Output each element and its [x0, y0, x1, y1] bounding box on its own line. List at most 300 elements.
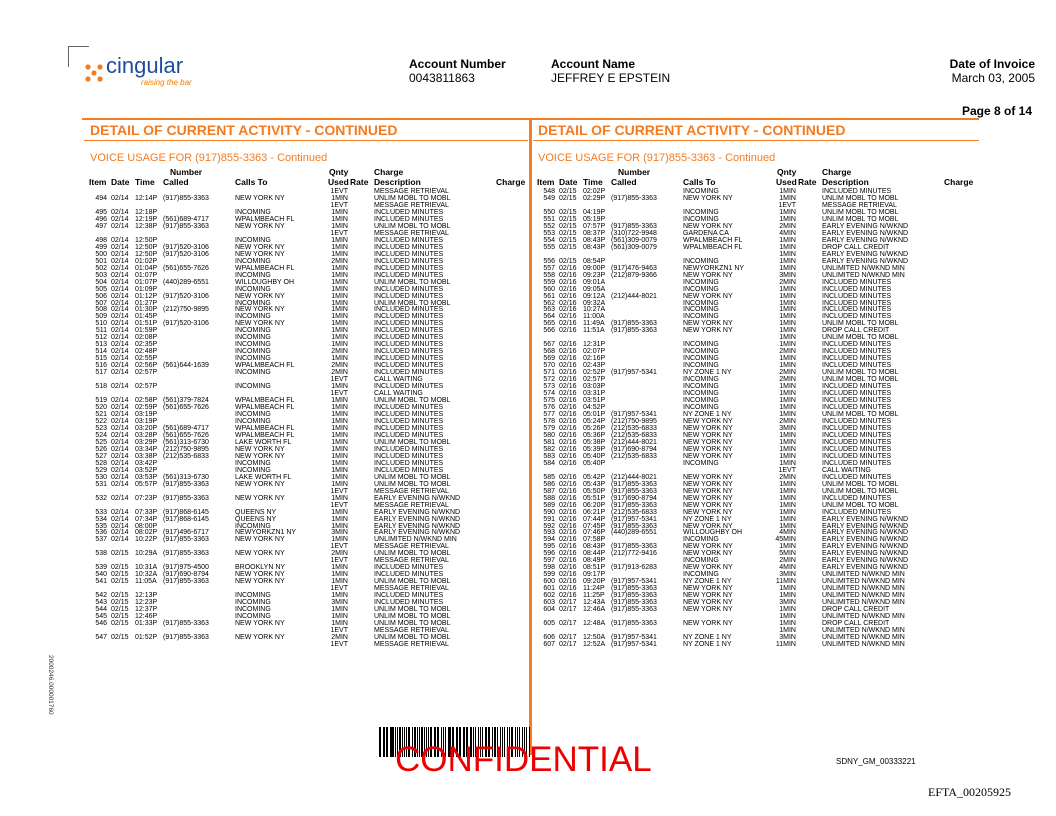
table-row — [89, 432, 527, 439]
cell-item: 516 — [95, 362, 107, 370]
cell-called: (917)855-3363 — [611, 620, 657, 628]
cell-item: 544 — [95, 606, 107, 614]
cell-used: 1EVT — [330, 501, 348, 509]
cell-date: 02/16 — [559, 452, 577, 460]
cell-item: 599 — [543, 571, 555, 579]
table-row — [89, 355, 527, 362]
cell-time: 03:38P — [135, 452, 158, 460]
cell-description: INCLUDED MINUTES — [822, 355, 892, 363]
cell-item: 517 — [95, 369, 107, 377]
cell-item: 576 — [543, 404, 555, 412]
cell-calls-to: WPALMBEACH FL — [235, 264, 295, 272]
cell-calls-to: NEWYORKZN1 NY — [683, 264, 745, 272]
cell-date: 02/16 — [559, 327, 577, 335]
cell-date: 02/14 — [111, 466, 129, 474]
cell-calls-to: NEW YORK NY — [683, 292, 733, 300]
cell-called: (212)772-9416 — [611, 550, 657, 558]
cell-item: 510 — [95, 320, 107, 328]
table-row — [537, 571, 977, 578]
cell-used: 11MIN — [775, 640, 796, 648]
cell-called: (212)750-9895 — [611, 417, 657, 425]
table-row — [537, 634, 977, 641]
cell-used: 2MIN — [779, 348, 796, 356]
page-number: Page 8 of 14 — [961, 104, 1032, 118]
table-row — [537, 620, 977, 627]
cell-item: 554 — [543, 236, 555, 244]
cell-calls-to: NEW YORK NY — [235, 536, 285, 544]
cell-date: 02/16 — [559, 480, 577, 488]
cell-description: INCLUDED MINUTES — [374, 215, 444, 223]
cell-calls-to: INCOMING — [235, 271, 271, 279]
cell-used: 1MIN — [331, 473, 348, 481]
cell-calls-to: INCOMING — [235, 369, 271, 377]
cell-called: (917)855-3363 — [163, 222, 209, 230]
table-row — [89, 578, 527, 585]
cell-date: 02/16 — [559, 355, 577, 363]
cell-item: 497 — [95, 222, 107, 230]
cell-called: (561)689-4717 — [163, 424, 209, 432]
cell-description: UNLIM MOBL TO MOBL — [822, 480, 899, 488]
cell-calls-to: NEW YORK NY — [683, 564, 733, 572]
cell-description: UNLIM MOBL TO MOBL — [822, 334, 899, 342]
cell-used: 5MIN — [779, 550, 796, 558]
cell-used: 1EVT — [330, 201, 348, 209]
cell-item: 586 — [543, 480, 555, 488]
cell-description: INCLUDED MINUTES — [822, 452, 892, 460]
cell-calls-to: NEW YORK NY — [683, 271, 733, 279]
cell-time: 02:52P — [583, 369, 606, 377]
cell-date: 02/16 — [559, 564, 577, 572]
table-row — [89, 251, 527, 258]
cell-date: 02/14 — [111, 341, 129, 349]
invoice-date: March 03, 2005 — [951, 71, 1035, 85]
invoice-date-label: Date of Invoice — [949, 57, 1035, 71]
col-charge: Charge — [944, 177, 974, 187]
table-row — [89, 571, 527, 578]
cell-description: MESSAGE RETRIEVAL — [822, 201, 897, 209]
cell-calls-to: NEW YORK NY — [683, 424, 733, 432]
cell-called: (917)690-8794 — [163, 571, 209, 579]
cell-time: 04:52P — [583, 404, 606, 412]
cell-description: INCLUDED MINUTES — [374, 355, 444, 363]
section-title-left: DETAIL OF CURRENT ACTIVITY - CONTINUED — [90, 122, 398, 138]
cell-called: (440)289-6551 — [611, 529, 657, 537]
cell-time: 02:58P — [135, 397, 158, 405]
cell-item: 555 — [543, 243, 555, 251]
cell-item: 548 — [543, 188, 555, 195]
cell-time: 01:59P — [135, 327, 158, 335]
table-row — [537, 202, 977, 209]
cell-calls-to: NEW YORK NY — [235, 250, 285, 258]
cell-date: 02/16 — [559, 369, 577, 377]
cell-description: INCLUDED MINUTES — [374, 424, 444, 432]
cell-time: 07:33P — [135, 508, 158, 516]
cell-called: (561)313-6730 — [163, 438, 209, 446]
cell-calls-to: INCOMING — [683, 341, 719, 349]
cell-used: 3MIN — [779, 599, 796, 607]
cell-time: 03:53P — [135, 473, 158, 481]
cell-time: 03:51P — [583, 397, 606, 405]
cell-date: 02/14 — [111, 438, 129, 446]
cell-description: INCLUDED MINUTES — [374, 417, 444, 425]
cell-used: 1MIN — [331, 355, 348, 363]
cell-item: 505 — [95, 285, 107, 293]
cell-description: EARLY EVENING N/WKND — [374, 494, 461, 502]
cell-date: 02/16 — [559, 487, 577, 495]
table-row — [89, 279, 527, 286]
cell-calls-to: INCOMING — [683, 355, 719, 363]
cell-calls-to: INCOMING — [683, 404, 719, 412]
cell-used: 3MIN — [779, 634, 796, 641]
cell-description: EARLY EVENING N/WKND — [374, 529, 461, 537]
cell-item: 596 — [543, 550, 555, 558]
cell-used: 1MIN — [331, 424, 348, 432]
cell-used: 1MIN — [331, 299, 348, 307]
cell-used: 1MIN — [779, 188, 796, 195]
cell-used: 1MIN — [331, 320, 348, 328]
title-rule-right — [533, 140, 979, 141]
cell-item: 523 — [95, 424, 107, 432]
cell-date: 02/16 — [559, 320, 577, 328]
cell-used: 1MIN — [779, 355, 796, 363]
cell-called: (917)957-5341 — [611, 640, 657, 648]
cell-item: 603 — [543, 599, 555, 607]
table-row — [537, 341, 977, 348]
cell-date: 02/16 — [559, 529, 577, 537]
cell-date: 02/14 — [111, 522, 129, 530]
cell-calls-to: INCOMING — [235, 522, 271, 530]
cell-calls-to: INCOMING — [683, 257, 719, 265]
cell-time: 12:18P — [135, 208, 158, 216]
cell-item: 508 — [95, 306, 107, 314]
cell-calls-to: NY ZONE 1 NY — [683, 515, 732, 523]
col-rate: Rate — [798, 177, 817, 187]
cell-description: EARLY EVENING N/WKND — [822, 543, 909, 551]
cell-time: 02:16P — [583, 355, 606, 363]
cell-description: UNLIM MOBL TO MOBL — [822, 411, 899, 418]
cell-date: 02/16 — [559, 264, 577, 272]
cell-used: 1MIN — [331, 236, 348, 244]
cell-date: 02/15 — [111, 571, 129, 579]
col-calls-to: Calls To — [235, 177, 268, 187]
cell-used: 1MIN — [331, 508, 348, 516]
cell-calls-to: INCOMING — [683, 390, 719, 398]
cell-used: 1MIN — [331, 194, 348, 202]
cell-used: 1EVT — [330, 188, 348, 195]
cell-description: INCLUDED MINUTES — [822, 292, 892, 300]
cell-calls-to: NEW YORK NY — [683, 508, 733, 516]
table-row — [89, 334, 527, 341]
cell-date: 02/14 — [111, 348, 129, 356]
cell-called: (561)689-4717 — [163, 215, 209, 223]
cell-date: 02/14 — [111, 208, 129, 216]
table-row — [537, 216, 977, 223]
cell-item: 537 — [95, 536, 107, 544]
table-row — [89, 536, 527, 543]
cell-time: 07:57P — [583, 222, 606, 230]
cell-date: 02/17 — [559, 640, 577, 648]
table-row — [537, 383, 977, 390]
table-row — [537, 390, 977, 397]
table-row — [89, 509, 527, 516]
table-row — [537, 564, 977, 571]
cell-called: (212)535-6833 — [611, 424, 657, 432]
cell-time: 11:51A — [583, 327, 605, 335]
cell-date: 02/16 — [559, 376, 577, 384]
cell-date: 02/15 — [111, 634, 129, 641]
cell-item: 515 — [95, 355, 107, 363]
cell-item: 526 — [95, 445, 107, 453]
cell-time: 02:35P — [135, 341, 158, 349]
cell-called: (917)855-3363 — [611, 487, 657, 495]
cell-time: 05:57P — [135, 480, 158, 488]
cell-calls-to: NEW YORK NY — [235, 494, 285, 502]
cell-item: 567 — [543, 341, 555, 349]
cell-date: 02/14 — [111, 536, 129, 544]
cell-used: 1MIN — [779, 257, 796, 265]
cell-date: 02/14 — [111, 362, 129, 370]
cell-date: 02/16 — [559, 550, 577, 558]
account-name-block — [551, 57, 670, 85]
barcode-bar — [384, 727, 385, 757]
cell-calls-to: NEW YORK NY — [683, 585, 733, 593]
cell-description: UNLIM MOBL TO MOBL — [374, 613, 451, 621]
cell-called: (917)855-3363 — [163, 578, 209, 586]
cell-calls-to: NEW YORK NY — [683, 599, 733, 607]
cell-calls-to: INCOMING — [235, 613, 271, 621]
table-row — [89, 293, 527, 300]
cell-date: 02/14 — [111, 320, 129, 328]
cell-calls-to: WPALMBEACH FL — [683, 236, 743, 244]
cell-calls-to: INCOMING — [235, 417, 271, 425]
cell-description: UNLIM MOBL TO MOBL — [374, 438, 451, 446]
table-row — [537, 362, 977, 369]
cell-date: 02/16 — [559, 404, 577, 412]
cell-description: INCLUDED MINUTES — [822, 459, 892, 467]
table-row — [537, 279, 977, 286]
cell-used: 2MIN — [779, 369, 796, 377]
cell-date: 02/16 — [559, 299, 577, 307]
cell-calls-to: NEW YORK NY — [235, 452, 285, 460]
cell-time: 08:43P — [583, 243, 606, 251]
cell-time: 09:01A — [583, 278, 606, 286]
cell-used: 1MIN — [331, 327, 348, 335]
cell-description: INCLUDED MINUTES — [374, 362, 444, 370]
col-called: Called — [163, 177, 189, 187]
cell-used: 1MIN — [331, 292, 348, 300]
cell-called: (917)957-5341 — [611, 515, 657, 523]
cell-description: INCLUDED MINUTES — [374, 466, 444, 474]
cell-called: (561)655-7626 — [163, 264, 209, 272]
cell-item: 588 — [543, 494, 555, 502]
barcode-bar — [391, 727, 393, 757]
barcode-bar — [390, 727, 391, 757]
cell-calls-to: NEW YORK NY — [683, 543, 733, 551]
cell-used: 1MIN — [331, 515, 348, 523]
usage-table-right — [537, 188, 977, 648]
cell-item: 529 — [95, 466, 107, 474]
table-row — [537, 209, 977, 216]
cell-description: INCLUDED MINUTES — [822, 313, 892, 321]
cell-item: 584 — [543, 459, 555, 467]
cell-description: UNLIM MOBL TO MOBL — [822, 501, 899, 509]
cell-used: 1MIN — [779, 404, 796, 412]
cell-used: 1MIN — [331, 431, 348, 439]
table-row — [537, 293, 977, 300]
cell-calls-to: WILLOUGHBY OH — [235, 278, 294, 286]
cell-description: INCLUDED MINUTES — [374, 320, 444, 328]
table-row — [537, 313, 977, 320]
table-row — [89, 258, 527, 265]
cell-description: UNLIM MOBL TO MOBL — [822, 369, 899, 377]
cell-time: 07:23P — [135, 494, 158, 502]
cell-used: 1MIN — [331, 480, 348, 488]
cell-date: 02/16 — [559, 578, 577, 586]
cell-called: (917)855-3363 — [611, 327, 657, 335]
cell-used: 1EVT — [330, 585, 348, 593]
cell-used: 4MIN — [779, 529, 796, 537]
cell-calls-to: NEW YORK NY — [235, 243, 285, 251]
cell-item: 501 — [95, 257, 107, 265]
cell-description: EARLY EVENING N/WKND — [822, 536, 909, 544]
cell-item: 503 — [95, 271, 107, 279]
cell-description: INCLUDED MINUTES — [374, 334, 444, 342]
cell-description: UNLIM MOBL TO MOBL — [822, 194, 899, 202]
barcode-bar — [379, 727, 381, 757]
cell-calls-to: WPALMBEACH FL — [235, 215, 295, 223]
cell-used: 1MIN — [779, 341, 796, 349]
cell-time: 03:29P — [135, 438, 158, 446]
cell-calls-to: WPALMBEACH FL — [235, 431, 295, 439]
cell-date: 02/14 — [111, 459, 129, 467]
cell-item: 571 — [543, 369, 555, 377]
table-row — [89, 230, 527, 237]
table-row — [537, 439, 977, 446]
cell-item: 533 — [95, 508, 107, 516]
col-calls-to: Calls To — [683, 177, 716, 187]
cell-time: 11:49A — [583, 320, 605, 328]
cell-description: INCLUDED MINUTES — [822, 390, 892, 398]
cell-item: 563 — [543, 306, 555, 314]
cell-used: 1EVT — [330, 390, 348, 398]
cell-calls-to: NEW YORK NY — [683, 480, 733, 488]
cell-calls-to: LAKE WORTH FL — [235, 438, 292, 446]
cell-called: (917)520-3106 — [163, 292, 209, 300]
cell-date: 02/16 — [559, 278, 577, 286]
cell-calls-to: INCOMING — [235, 257, 271, 265]
cell-date: 02/14 — [111, 397, 129, 405]
col-qnty-label: Qnty — [777, 167, 797, 177]
cell-item: 541 — [95, 578, 107, 586]
cell-description: INCLUDED MINUTES — [822, 348, 892, 356]
cell-called: (917)476-9463 — [611, 264, 657, 272]
cell-calls-to: NEW YORK NY — [683, 417, 733, 425]
cell-calls-to: NEW YORK NY — [683, 592, 733, 600]
header-rule-right — [531, 118, 979, 120]
cell-calls-to: NEW YORK NY — [683, 452, 733, 460]
cell-date: 02/15 — [111, 564, 129, 572]
cell-calls-to: WPALMBEACH FL — [235, 362, 295, 370]
cell-date: 02/14 — [111, 243, 129, 251]
cell-used: 1MIN — [331, 397, 348, 405]
cell-date: 02/16 — [559, 424, 577, 432]
cell-calls-to: NEW YORK NY — [235, 634, 285, 641]
table-row — [89, 376, 527, 383]
cell-date: 02/14 — [111, 215, 129, 223]
cell-description: INCLUDED MINUTES — [374, 564, 444, 572]
cell-called: (212)444-8021 — [611, 438, 657, 446]
cell-time: 05:01P — [583, 411, 606, 418]
cell-calls-to: NEW YORK NY — [683, 431, 733, 439]
cell-used: 1EVT — [330, 627, 348, 635]
cell-time: 05:24P — [583, 417, 606, 425]
table-row — [89, 265, 527, 272]
cell-date: 02/14 — [111, 327, 129, 335]
cell-description: CALL WAITING — [374, 390, 423, 398]
cell-time: 02:57P — [135, 383, 158, 391]
cell-calls-to: NEW YORK NY — [683, 494, 733, 502]
table-row — [537, 418, 977, 425]
table-row — [537, 195, 977, 202]
table-row — [89, 286, 527, 293]
cell-date: 02/16 — [559, 313, 577, 321]
cell-time: 05:19P — [583, 215, 606, 223]
cell-calls-to: INCOMING — [683, 557, 719, 565]
cell-calls-to: INCOMING — [683, 215, 719, 223]
cell-date: 02/15 — [559, 229, 577, 237]
account-number: 0043811863 — [409, 71, 475, 85]
cell-description: EARLY EVENING N/WKND — [822, 529, 909, 537]
cell-time: 02:08P — [135, 334, 158, 342]
cell-description: INCLUDED MINUTES — [822, 341, 892, 349]
cell-date: 02/14 — [111, 257, 129, 265]
table-row — [89, 272, 527, 279]
cell-used: 1MIN — [331, 334, 348, 342]
cell-time: 02:55P — [135, 355, 158, 363]
cell-calls-to: NEW YORK NY — [235, 194, 285, 202]
table-row — [537, 523, 977, 530]
cell-time: 02:48P — [135, 348, 158, 356]
cell-calls-to: INCOMING — [683, 278, 719, 286]
cell-called: (917)957-5341 — [611, 369, 657, 377]
cell-date: 02/14 — [111, 383, 129, 391]
cell-date: 02/17 — [559, 620, 577, 628]
cell-date: 02/16 — [559, 292, 577, 300]
cell-calls-to: INCOMING — [235, 341, 271, 349]
table-row — [89, 613, 527, 620]
cell-used: 1MIN — [331, 606, 348, 614]
cell-calls-to: INCOMING — [235, 411, 271, 418]
col-description: Description — [822, 177, 869, 187]
cell-used: 1MIN — [779, 459, 796, 467]
cell-called: (212)879-9366 — [611, 271, 657, 279]
cell-description: INCLUDED MINUTES — [822, 417, 892, 425]
table-row — [89, 390, 527, 397]
cell-item: 569 — [543, 355, 555, 363]
cell-item: 506 — [95, 292, 107, 300]
cell-calls-to: INCOMING — [683, 313, 719, 321]
cell-item: 519 — [95, 397, 107, 405]
cell-description: INCLUDED MINUTES — [374, 208, 444, 216]
cell-called: (917)520-3106 — [163, 250, 209, 258]
cell-calls-to: INCOMING — [235, 355, 271, 363]
cell-called: (917)855-3363 — [611, 599, 657, 607]
cell-time: 04:19P — [583, 208, 606, 216]
table-row — [537, 348, 977, 355]
cell-description: INCLUDED MINUTES — [822, 424, 892, 432]
table-row — [537, 516, 977, 523]
cell-item: 590 — [543, 508, 555, 516]
